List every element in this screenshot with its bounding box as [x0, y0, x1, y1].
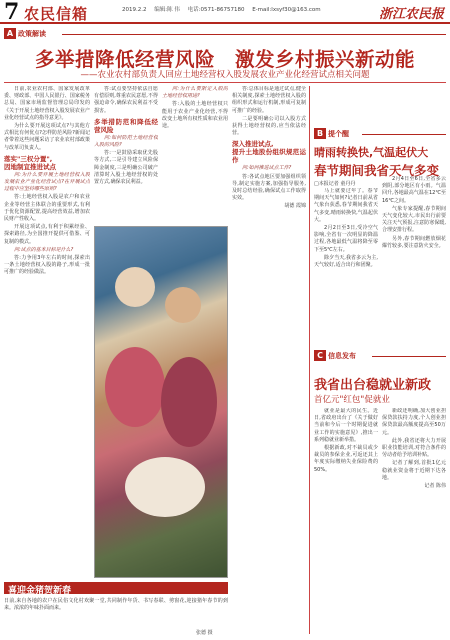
masthead [0, 0, 450, 24]
paragraph: 马上就要过年了。春节期间天气如何?记者日前从省气象台获悉,春节期间我省天气多变,晴雨转换快,气温起伏大。 [314, 188, 378, 223]
paragraph: 记者了解到,首批1亿元稳就业资金将于近期下达各地。 [382, 460, 446, 481]
photo-figure [161, 357, 217, 447]
article-credit: 记者 陈伟 [424, 483, 446, 490]
article-a-column-1 [4, 86, 90, 580]
phone-number: 电话:0571-86757180 [187, 7, 245, 13]
section-a-letter: A [4, 28, 16, 39]
article-c-column-1 [314, 408, 378, 634]
photo-figure [125, 457, 205, 517]
question: 问:如何推进试点工作? [242, 165, 292, 172]
photo-figure [115, 267, 155, 307]
section-b-byline: □本报记者 童丹丹 [314, 181, 356, 187]
paragraph: 答:各试点地区要加强组织领导,制定实施方案,加强指导服务,及时总结经验,确保试点工作取得实效。 [232, 173, 306, 202]
question: 问:如何防范土地经营权入股的风险? [94, 134, 158, 149]
paragraph: 为什么要开展这项试点?与其他方式相比有何优点?怎样防范风险?新闻记者带着这些问题采访了农业农村部政策与改革司负责人。 [4, 123, 90, 151]
paragraph: 答:总体目标是通过试点,健全相关制度,探索土地经营权入股的组织形式和运行机制,形成可复制可推广的经验。 [232, 86, 306, 114]
article-c-column-2 [382, 408, 446, 634]
photo-figure [105, 347, 165, 427]
paragraph: 日前,农业农村部、国家发展改革委、财政部、中国人民银行、国家税务总局、国家市场监督管理总局印发的《关于开展土地经营权入股发展农业产业化经营试点的指导意见》。 [4, 86, 90, 121]
article-a-column-2b [162, 86, 228, 224]
section-c-letter: C [314, 350, 326, 361]
question: 问:为什么要限定入股的土地经营权用途? [162, 86, 228, 100]
paragraph: 除夕当天,我省多云为主,天气较好,适合出行和团聚。 [314, 254, 378, 269]
section-a-rule [62, 34, 446, 35]
paper-logo: 浙江农民报 [378, 7, 444, 22]
paragraph: 答:一是鼓励采取优先股等方式,二是引导建立风险保障金制度,三是明确公司破产清算时入股土地经营权的处置方式,确保农民利益。 [94, 150, 158, 186]
section-c-subhead: 首亿元"红包"促就业 [314, 395, 390, 405]
section-b-rule [362, 134, 446, 135]
paragraph: 另外,春节期间燃放烟花爆竹较多,要注意防火安全。 [382, 235, 446, 249]
photo-caption: 日前,来自各地的农户在民俗文化村欢聚一堂,共同制作年货、书写春联、剪窗花,迎接猪年春节的到来。浓浓的年味扑面而来。 [4, 598, 228, 611]
main-headline: 多举措降低经营风险 激发乡村振兴新动能 [34, 48, 415, 71]
paragraph: 新政还明确,加大创业担保贷款扶持力度,个人创业担保贷款最高额度提高至50万元。 [382, 408, 446, 436]
section-b-header [314, 128, 349, 139]
photo-figure [165, 287, 201, 323]
question: 问:为什么要开展土地经营权入股发展农业产业化经营试点?在开展试点过程中应坚持哪些原则? [4, 171, 90, 193]
subheading: 落实"三权分置", 因地制宜推进试点 [4, 154, 56, 171]
section-a-name: 政策解读 [18, 29, 46, 38]
paragraph: 气象专家提醒,春节期间天气变化较大,市民出行前要关注天气预报,注意防寒保暖,合理安排行程。 [382, 205, 446, 234]
article-a-column-3 [232, 86, 306, 580]
article-b-column-2 [382, 176, 446, 334]
section-title: 农民信箱 [24, 5, 89, 23]
subheading: 多举措防范和降低经营风险 [94, 117, 158, 134]
column-divider [309, 86, 310, 634]
email-address[interactable]: E-mail:lxsyf30@163.com [252, 7, 321, 13]
subheading: 深入推进试点, 提升土地股份组织规范运作 [232, 140, 306, 165]
section-c-rule [372, 356, 446, 357]
paragraph: 二是要明确公司以入股方式获得土地经营权的,应当依法经营。 [232, 115, 306, 137]
article-b-column-1 [314, 188, 378, 334]
section-c-name: 信息发布 [328, 351, 356, 360]
issue-date: 2019.2.2 [122, 7, 147, 13]
news-photo [94, 226, 228, 578]
paragraph: 此外,我省还将大力开展职业技能培训,对符合条件的劳动者给予培训补贴。 [382, 437, 446, 459]
paragraph: 2月2日至3日,受冷空气影响,全省有一次明显的降温过程,各地最低气温将降至零下至5℃左右。 [314, 225, 378, 253]
section-a-header [4, 28, 60, 39]
section-b-headline-1: 晴雨转换快,气温起伏大 [314, 146, 429, 159]
paragraph: 答:入股的土地经营权只能用于农业产业化经营,不得改变土地所有权性质和农业用途。 [162, 101, 228, 130]
page-number: 7 [4, 0, 20, 25]
photo-caption-title: 喜迎金猪贺新春 [8, 586, 72, 596]
main-subhead: ——农业农村部负责人回应土地经营权入股发展农业产业化经营试点相关问题 [80, 70, 370, 80]
section-b-headline-2: 春节期间我省天气多变 [314, 163, 440, 178]
headline-rule [4, 82, 446, 83]
section-c-headline: 我省出台稳就业新政 [314, 378, 432, 393]
article-a-column-2 [94, 86, 158, 224]
section-c-header [314, 350, 356, 361]
paragraph: 就业是最大的民生。近日,省政府出台了《关于做好当前和今后一个时期促进就业工作的实施意见》,推出一系列稳就业新举措。 [314, 408, 378, 443]
question: 问:试点的基本目标是什么? [14, 246, 74, 253]
photo-credit: 张德 摄 [196, 630, 213, 636]
editor-name: 编辑:陈 伟 [154, 7, 180, 13]
paragraph: 2月4日至6日,全省多云到阴,部分地区有小雨。气温回升,各地最高气温在12℃至16℃之间。 [382, 176, 446, 204]
paragraph: 答:试点要坚持依法自愿有偿原则,尊重农民意愿,不得强迫命令,确保农民利益不受损害。 [94, 86, 158, 114]
masthead-info [122, 5, 327, 13]
section-b-letter: B [314, 128, 326, 139]
article-credit: 胡德 霞锦 [284, 203, 306, 210]
paragraph: 答:土地经营权入股是农户和农业企业等经营主体联合的重要形式,有利于优化资源配置,提高经营效益,增加农民财产性收入。 [4, 194, 90, 223]
paragraph: 根据新政,对不裁员或少裁员的参保企业,可返还其上年度实际缴纳失业保险费的50%。 [314, 445, 378, 473]
paragraph: 开展这项试点,有利于积累经验、探索路径,为全国推开提供可借鉴、可复制的模式。 [4, 224, 90, 245]
section-b-name: 提个醒 [328, 129, 349, 138]
paragraph: 答:力争用3年左右的时间,探索出一条土地经营权入股的路子,形成一批可推广的经验做法。 [4, 255, 90, 276]
